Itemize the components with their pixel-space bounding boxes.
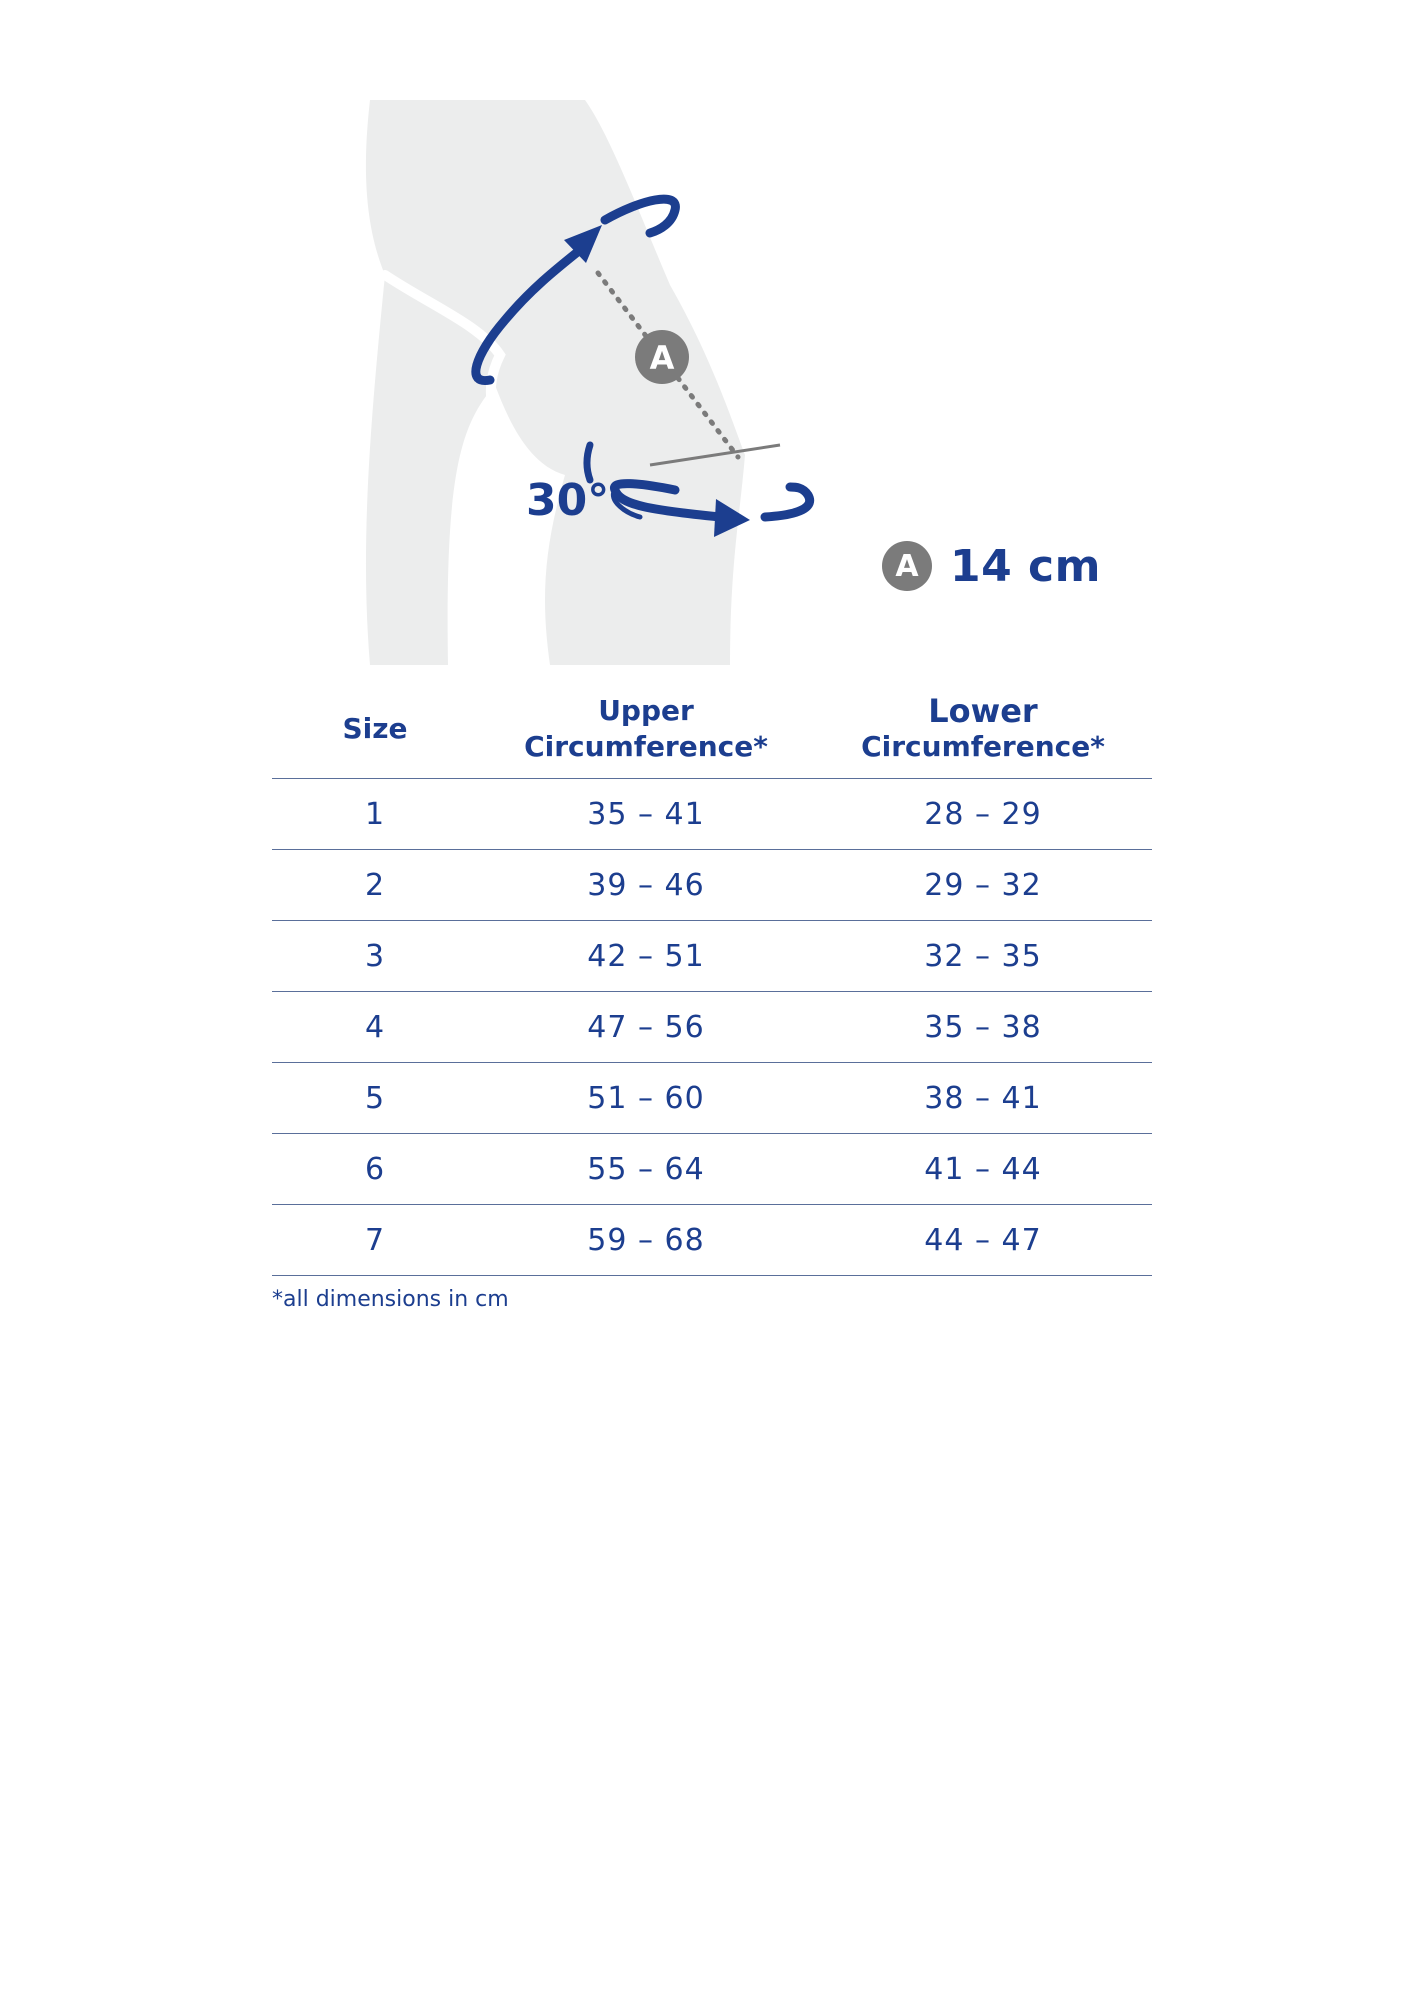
cell-upper: 42 – 51 <box>478 921 814 992</box>
cell-size: 6 <box>272 1134 478 1205</box>
table-row <box>272 779 1152 850</box>
cell-size: 3 <box>272 921 478 992</box>
measurement-legend <box>882 538 1101 594</box>
measure-letter-badge: A <box>882 541 932 591</box>
leg-measurement-illustration <box>340 95 820 670</box>
angle-label: 30° <box>526 475 610 526</box>
cell-lower: 38 – 41 <box>814 1063 1152 1134</box>
cell-lower: 41 – 44 <box>814 1134 1152 1205</box>
header-upper-line2: Circumference* <box>524 730 768 763</box>
lower-circumference-tail <box>765 487 810 517</box>
table-header-row <box>272 680 1152 779</box>
leg-silhouette <box>366 100 745 665</box>
cell-size: 7 <box>272 1205 478 1276</box>
measurement-marker-a-letter: A <box>649 339 675 377</box>
cell-size: 1 <box>272 779 478 850</box>
cell-upper: 47 – 56 <box>478 992 814 1063</box>
table-row <box>272 1063 1152 1134</box>
cell-upper: 39 – 46 <box>478 850 814 921</box>
cell-lower: 28 – 29 <box>814 779 1152 850</box>
size-chart-table <box>272 680 1152 1276</box>
header-upper-circumference <box>478 680 814 779</box>
header-lower-line2: Circumference* <box>861 730 1105 763</box>
cell-lower: 35 – 38 <box>814 992 1152 1063</box>
table-row <box>272 850 1152 921</box>
header-lower-circumference <box>814 680 1152 779</box>
cell-lower: 32 – 35 <box>814 921 1152 992</box>
header-lower-line1: Lower <box>928 692 1038 730</box>
table-row <box>272 1134 1152 1205</box>
cell-size: 4 <box>272 992 478 1063</box>
header-size: Size <box>272 680 478 779</box>
cell-upper: 59 – 68 <box>478 1205 814 1276</box>
cell-upper: 55 – 64 <box>478 1134 814 1205</box>
cell-lower: 29 – 32 <box>814 850 1152 921</box>
cell-size: 2 <box>272 850 478 921</box>
measure-value: 14 cm <box>950 540 1101 592</box>
cell-upper: 51 – 60 <box>478 1063 814 1134</box>
header-upper-line1: Upper <box>598 694 694 727</box>
footnote: *all dimensions in cm <box>272 1287 509 1312</box>
cell-size: 5 <box>272 1063 478 1134</box>
cell-upper: 35 – 41 <box>478 779 814 850</box>
table-row <box>272 1205 1152 1276</box>
cell-lower: 44 – 47 <box>814 1205 1152 1276</box>
table-row <box>272 921 1152 992</box>
table-row <box>272 992 1152 1063</box>
